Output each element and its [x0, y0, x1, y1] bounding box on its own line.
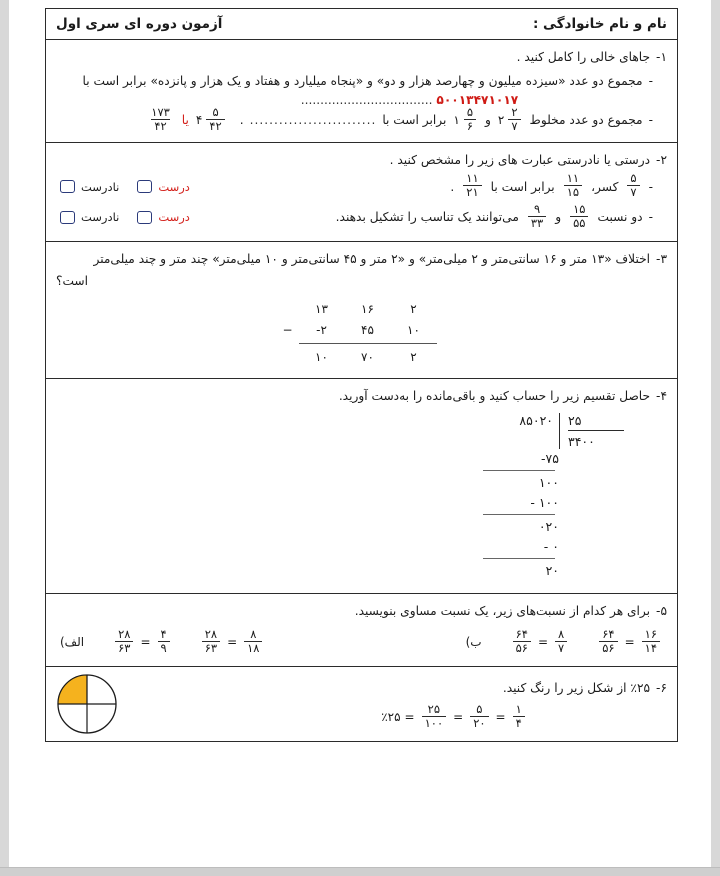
q2-answer-options-2 [56, 210, 190, 224]
q4-divisor-box [559, 413, 624, 449]
checkbox-false-2[interactable] [60, 211, 75, 224]
q4-remainder: ۲۰ [545, 563, 559, 579]
q4-step-2: ۱۰۰ [538, 475, 559, 491]
denominator: ۹ [158, 641, 170, 655]
numerator: ۲۸ [118, 627, 131, 642]
equals-sign: = [495, 710, 506, 725]
q1-fraction-2 [464, 106, 476, 133]
q3-row-subtrahend [277, 320, 447, 341]
question-2-statement-row-1 [56, 171, 667, 202]
bullet-dash: - [648, 113, 653, 128]
q4-step-rule-3 [483, 558, 555, 559]
q1-period: . [239, 113, 244, 128]
numerator: ۵ [630, 171, 637, 186]
q3-subtrahend-meters: -۲ [316, 323, 327, 338]
numerator: ۱۱ [566, 171, 580, 186]
q2-s1-fraction-2 [564, 172, 582, 199]
question-row-4 [46, 379, 677, 595]
question-3-prompt-cont [56, 270, 667, 293]
numerator: ۵ [466, 104, 474, 119]
numerator: ۵ [476, 701, 483, 716]
q2-option-true-2[interactable] [133, 210, 190, 224]
q4-step-5: - ۰ [543, 539, 559, 555]
q3-row-minuend [277, 299, 447, 320]
q2-option-true-1[interactable] [133, 180, 190, 194]
question-6-text: ٪۲۵ از شکل زیر را رنگ کنید. [502, 681, 651, 696]
q5-alef-2-left [202, 628, 220, 655]
q1-b2-text-a: مجموع دو عدد مخلوط [529, 113, 643, 128]
question-row-2 [46, 143, 677, 242]
q1-mixed-1-whole: ۲ [497, 113, 505, 128]
question-1-prompt [56, 46, 667, 69]
denominator: ۲۱ [463, 185, 481, 199]
q4-step-1: -۷۵ [541, 451, 559, 467]
denominator: ۱۴ [642, 641, 660, 655]
question-row-1 [46, 40, 677, 143]
worksheet [45, 8, 678, 742]
question-1-bullet-2 [56, 104, 667, 134]
q5-be-1-right [555, 628, 567, 655]
q1-mixed-2-whole: ۱ [453, 113, 460, 128]
q2-option-false-2[interactable] [56, 210, 119, 224]
q5-alef-1-left [115, 628, 133, 655]
question-1-text: جاهای خالی را کامل کنید . [516, 50, 651, 64]
questions-table [45, 40, 678, 742]
q1-mixed-number-1 [497, 104, 524, 134]
q3-result-meters: ۱۰ [315, 350, 328, 365]
question-1-bullet-1 [56, 69, 667, 93]
numerator: ۱ [515, 701, 522, 716]
question-2-text: درستی یا نادرستی عبارت های زیر را مشخص کنید . [389, 152, 651, 167]
numerator: ۱۱ [466, 171, 479, 186]
q5-label-be: ب) [465, 635, 482, 650]
q6-text-area [122, 677, 667, 730]
numerator: ۶۴ [515, 627, 528, 642]
q6-equation [122, 701, 667, 731]
q6-content [56, 673, 667, 735]
q1-answer-1: ۵۰۰۱۳۴۷۱۰۱۷ [436, 92, 519, 107]
q3-minuend-mm: ۲ [410, 302, 417, 317]
q4-step-4: ۰۲۰ [538, 519, 559, 535]
question-5-prompt [56, 600, 667, 623]
question-row-5 [46, 594, 677, 666]
q5-group-alef [60, 629, 265, 656]
q2-s2-text-b: می‌توانند یک تناسب را تشکیل بدهند. [335, 210, 519, 225]
q2-answer-options-1 [56, 180, 190, 194]
q1-answer-or: یا [181, 113, 189, 128]
q1-b2-text-b: برابر است با [382, 113, 447, 128]
equals-sign: = [624, 635, 635, 650]
q4-division-steps [467, 449, 565, 581]
q5-label-alef: الف) [60, 635, 85, 650]
denominator: ۳۳ [528, 216, 546, 230]
question-4-number: ۴- [656, 388, 667, 403]
bullet-dash: - [648, 210, 653, 225]
question-3-prompt [56, 248, 667, 271]
q4-quotient: ۳۴۰۰ [568, 430, 624, 449]
numerator: ۹ [533, 202, 541, 217]
question-5-text: برای هر کدام از نسبت‌های زیر، یک نسبت مساوی بنویسید. [354, 604, 651, 619]
numerator: ۱۶ [644, 627, 657, 642]
q2-s1-period: . [450, 179, 455, 194]
q2-false-label-1: نادرست [81, 179, 120, 194]
q3-row-result [277, 347, 447, 368]
denominator: ۴۲ [151, 119, 169, 133]
q3-result-mm: ۲ [410, 350, 417, 365]
q2-s1-fraction-1 [627, 172, 639, 199]
q6-pie-diagram[interactable] [56, 673, 118, 735]
q3-minuend-meters: ۱۳ [315, 302, 328, 317]
q5-group-be [466, 629, 663, 656]
question-2-statement-row-2 [56, 202, 667, 233]
denominator: ۷ [627, 185, 639, 199]
q5-be-2-left [599, 628, 617, 655]
denominator: ۱۵ [564, 185, 582, 199]
denominator: ۶۳ [115, 641, 133, 655]
numerator: ۶۴ [602, 627, 615, 642]
q4-divisor: ۲۵ [568, 413, 582, 429]
numerator: ۱۷۳ [151, 104, 170, 119]
q5-ratio-rows [56, 623, 667, 658]
denominator: ۵۶ [599, 641, 617, 655]
equals-sign: = [227, 635, 238, 650]
q4-step-rule-2 [483, 514, 555, 515]
q6-fraction-1 [422, 703, 447, 730]
exam-title: آزمون دوره ای سری اول [56, 16, 223, 32]
q2-option-false-1[interactable] [56, 180, 119, 194]
question-2-number: ۲- [656, 152, 667, 167]
question-4-text: حاصل تقسیم زیر را حساب کنید و باقی‌مانده را به‌دست آورید. [338, 388, 651, 403]
q2-s2-text-a: دو نسبت [597, 210, 643, 225]
question-6-prompt [122, 677, 667, 700]
numerator: ۱۵ [573, 202, 586, 217]
minus-sign-icon: − [282, 323, 293, 338]
q2-s2-conjunction: و [555, 210, 562, 225]
q2-true-label-2: درست [158, 210, 190, 225]
q2-s1-text-b: برابر است با [490, 179, 555, 194]
checkbox-true-1[interactable] [137, 180, 152, 193]
q1-conjunction: و [485, 113, 491, 128]
q1-answer-mixed [195, 104, 228, 134]
denominator: ۴ [513, 716, 525, 730]
numerator: ۲۵ [427, 701, 441, 716]
question-3-text: اختلاف «۱۳ متر و ۱۶ سانتی‌متر و ۲ میلی‌متر» و «۲ متر و ۴۵ سانتی‌متر و ۱۰ میلی‌متر» چند متر و چند میلی‌متر [93, 251, 651, 266]
page-left-margin [0, 0, 9, 876]
q2-statement-1 [450, 173, 667, 200]
denominator: ۷ [555, 641, 567, 655]
equals-sign: = [140, 635, 151, 650]
q5-be-2-right [642, 628, 660, 655]
q4-step-3: - ۱۰۰ [530, 495, 559, 511]
numerator: ۴ [160, 627, 167, 642]
q4-division-header [467, 413, 667, 449]
denominator: ۵۶ [513, 641, 531, 655]
page-bottom-bar [0, 867, 720, 876]
checkbox-false-1[interactable] [60, 180, 75, 193]
q6-equation-inner [381, 701, 528, 731]
q1-mixed-number-2 [452, 104, 479, 134]
q5-alef-eqn-1[interactable] [112, 629, 173, 656]
numerator: ۸ [250, 627, 257, 642]
q6-fraction-2 [470, 703, 488, 730]
question-2-prompt [56, 149, 667, 172]
q5-be-eqn-2[interactable] [596, 629, 663, 656]
bullet-dash: - [648, 179, 653, 194]
q3-subtrahend-mm: ۱۰ [407, 323, 420, 338]
denominator: ۴۲ [206, 119, 224, 133]
q3-subtraction-work [277, 299, 447, 368]
q6-fraction-3 [513, 703, 525, 730]
question-5-number: ۵- [656, 604, 667, 619]
q1-answer-fraction [206, 106, 224, 133]
equals-sign: = [537, 635, 549, 650]
q1-blank-dots-1: .................................. [300, 92, 433, 107]
q5-be-eqn-1[interactable] [510, 629, 571, 656]
q2-false-label-2: نادرست [81, 210, 120, 225]
q1-blank-dots-2[interactable]: .......................... [249, 113, 377, 128]
denominator: ۱۰۰ [422, 716, 447, 730]
denominator: ۶۳ [202, 641, 220, 655]
q3-result-cm: ۷۰ [361, 350, 374, 365]
worksheet-header [45, 8, 678, 40]
denominator: ۶ [464, 119, 476, 133]
denominator: ۱۸ [244, 641, 262, 655]
student-name-label: نام و نام خانوادگی : [532, 16, 667, 32]
q1-fraction-1 [508, 106, 520, 133]
equals-sign: = [453, 710, 464, 725]
question-1-answer-line-1[interactable] [56, 93, 667, 107]
page-right-margin [711, 0, 720, 876]
question-1-number: ۱- [656, 50, 667, 64]
q2-s1-fraction-3 [463, 172, 481, 199]
q2-s2-fraction-1 [570, 203, 588, 230]
q2-s1-text-a: کسر، [591, 179, 619, 194]
numerator: ۲۸ [204, 627, 218, 642]
q2-s2-fraction-2 [528, 203, 546, 230]
question-row-3 [46, 242, 677, 379]
q4-long-division-work [467, 413, 667, 581]
q6-percent-label: ٪۲۵ [381, 710, 401, 725]
question-row-6 [46, 667, 677, 741]
q2-true-label-1: درست [158, 179, 190, 194]
q2-statement-2 [336, 204, 667, 231]
bullet-dash: - [648, 73, 653, 88]
q4-dividend: ۸۵۰۲۰ [519, 413, 553, 429]
q3-subtrahend-cm: ۴۵ [361, 323, 374, 338]
q1-b1-text: مجموع دو عدد «سیزده میلیون و چهارصد هزار و دو» و «پنجاه میلیارد و هفتاد و یک هزار و پانزده» برابر است با [82, 73, 643, 88]
q5-alef-1-right [158, 628, 170, 655]
denominator: ۲۰ [470, 716, 488, 730]
q3-minuend-cm: ۱۶ [361, 302, 374, 317]
q3-sum-rule [299, 343, 437, 344]
question-3-text-2: است؟ [56, 274, 89, 289]
q5-alef-eqn-2[interactable] [199, 629, 266, 656]
q1-answer-improper-fraction [148, 106, 173, 133]
quarter-circle-icon [56, 673, 118, 735]
q4-step-rule-1 [483, 470, 555, 471]
q1-answer-whole: ۴ [195, 113, 203, 128]
q5-be-1-left [513, 628, 531, 655]
question-3-number: ۳- [656, 251, 667, 266]
denominator: ۷ [508, 119, 520, 133]
checkbox-true-2[interactable] [137, 211, 152, 224]
equals-sign: = [404, 710, 415, 725]
numerator: ۸ [558, 627, 565, 642]
numerator: ۵ [212, 104, 219, 119]
q5-alef-2-right [244, 628, 262, 655]
question-4-prompt [56, 385, 667, 408]
denominator: ۵۵ [570, 216, 588, 230]
question-6-number: ۶- [656, 681, 667, 696]
numerator: ۲ [511, 104, 518, 119]
